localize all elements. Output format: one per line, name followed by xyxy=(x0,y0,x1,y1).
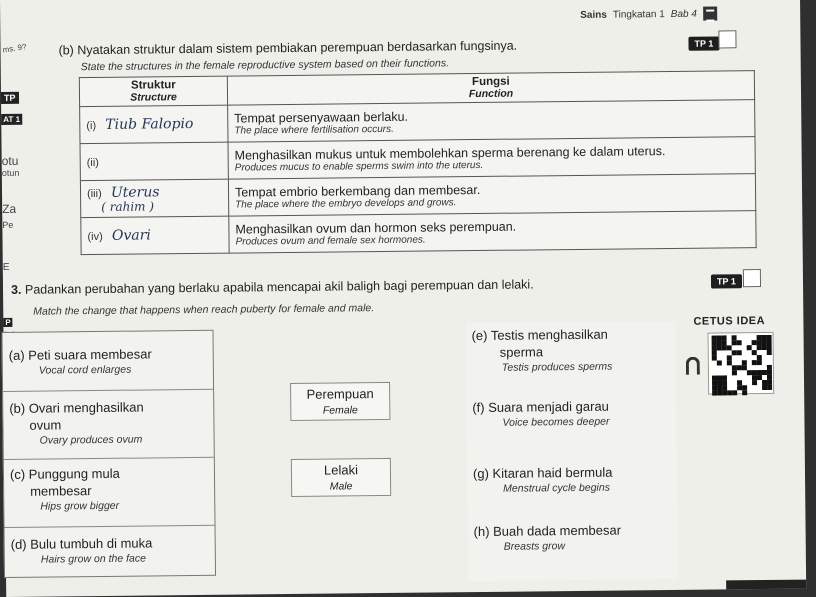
answer-cell[interactable] xyxy=(80,142,228,181)
option-ms: (c) Punggung mula xyxy=(9,465,120,482)
female-label-en: Female xyxy=(322,404,358,417)
function-ms: Menghasilkan ovum dan hormon seks perempuan. xyxy=(235,219,517,237)
option-en: Breasts grow xyxy=(503,540,566,553)
page-footer-bar xyxy=(726,580,806,590)
qr-module xyxy=(767,350,772,355)
qr-module xyxy=(752,380,757,385)
tp-badge-3: TP 1 xyxy=(711,274,742,288)
structure-function-table xyxy=(79,70,757,255)
cetus-idea-label: CETUS IDEA xyxy=(693,315,766,328)
margin-frag: otu xyxy=(1,153,19,168)
option-en: Hairs grow on the face xyxy=(40,552,146,566)
margin-frag: Za xyxy=(2,201,17,216)
function-cell xyxy=(229,211,756,254)
at-fragment: AT 1 xyxy=(1,114,22,125)
page-header xyxy=(580,6,717,21)
handwritten-answer-note: ( rahim ) xyxy=(101,199,155,214)
option-ms: (g) Kitaran haid bermula xyxy=(472,464,613,482)
option-en: Vocal cord enlarges xyxy=(38,363,132,377)
qr-module xyxy=(767,385,772,390)
option-ms: (h) Buah dada membesar xyxy=(473,522,622,540)
function-en: Produces mucus to enable sperms swim into the uterus. xyxy=(234,159,484,174)
table-row xyxy=(81,211,756,255)
qr-module xyxy=(717,360,722,365)
structure-header-en: Structure xyxy=(130,91,177,104)
male-box[interactable] xyxy=(291,458,391,497)
subject-label: Sains xyxy=(580,9,607,21)
tp-checkbox-b[interactable] xyxy=(718,30,736,48)
option-a[interactable] xyxy=(2,331,213,391)
level-label: Tingkatan 1 xyxy=(612,8,665,21)
handwritten-answer: Tiub Falopio xyxy=(105,115,194,133)
margin-frag: Pe xyxy=(2,219,14,230)
option-ms: (e) Testis menghasilkan xyxy=(471,326,608,344)
function-en: The place where the embryo develops and grows. xyxy=(235,196,457,211)
qr-module xyxy=(737,350,742,355)
qr-module xyxy=(732,390,737,395)
structure-header-ms: Struktur xyxy=(130,79,176,92)
tp-checkbox-3[interactable] xyxy=(743,269,761,287)
option-g[interactable] xyxy=(467,463,677,497)
function-en: Produces ovum and female sex hormones. xyxy=(235,234,426,248)
book-icon xyxy=(703,6,717,20)
option-en: Ovary produces ovum xyxy=(39,433,143,447)
function-en: The place where fertilisation occurs. xyxy=(234,123,394,137)
page-ref: ms. 9? xyxy=(1,42,28,55)
option-en: Testis produces sperms xyxy=(501,360,613,374)
option-en: Menstrual cycle begins xyxy=(503,481,611,495)
option-ms: (b) Ovari menghasilkan xyxy=(9,399,144,416)
function-cell xyxy=(228,137,755,180)
option-ms: (f) Suara menjadi garau xyxy=(472,398,609,416)
qr-code[interactable] xyxy=(708,332,775,395)
qr-module xyxy=(732,370,737,375)
structure-header xyxy=(79,76,227,107)
option-ms-cont: sperma xyxy=(499,344,544,360)
right-options-column xyxy=(465,321,678,581)
question-b-text: Nyatakan struktur dalam sistem pembiakan perempuan berdasarkan fungsinya. xyxy=(77,38,518,58)
left-options-column xyxy=(1,330,216,578)
option-e[interactable] xyxy=(465,325,676,376)
question-b xyxy=(58,39,517,58)
option-en: Voice becomes deeper xyxy=(502,415,610,429)
tp-badge-b: TP 1 xyxy=(688,36,719,50)
option-d[interactable] xyxy=(5,525,216,579)
margin-frag: P xyxy=(5,317,11,327)
qr-module xyxy=(737,340,742,345)
question-b-label: (b) xyxy=(58,43,74,58)
function-cell xyxy=(228,100,755,143)
handwritten-answer: Uterus xyxy=(110,184,160,201)
option-ms: (a) Peti suara membesar xyxy=(8,346,152,363)
option-ms-cont: ovum xyxy=(29,417,62,433)
margin-frag: E xyxy=(2,261,10,273)
answer-cell[interactable] xyxy=(81,216,229,255)
option-en: Hips grow bigger xyxy=(40,499,120,513)
function-header-ms: Fungsi xyxy=(471,75,510,89)
function-cell xyxy=(228,174,755,217)
qr-module xyxy=(742,390,747,395)
function-header-en: Function xyxy=(468,87,514,101)
row-label: (iii) xyxy=(86,187,102,201)
answer-cell[interactable] xyxy=(80,179,228,218)
male-label-ms: Lelaki xyxy=(323,462,359,478)
question-b-translation: State the structures in the female reproductive system based on their functions. xyxy=(80,57,450,74)
function-ms: Menghasilkan mukus untuk membolehkan sperma berenang ke dalam uterus. xyxy=(234,143,666,163)
question-3-translation: Match the change that happens when reach puberty for female and male. xyxy=(33,302,375,318)
handwritten-answer: Ovari xyxy=(111,227,151,244)
margin-frag: otun xyxy=(1,167,20,178)
function-ms: Tempat persenyawaan berlaku. xyxy=(234,109,409,126)
chapter-label: Bab 4 xyxy=(670,8,697,20)
answer-cell[interactable] xyxy=(80,105,228,144)
headphone-icon xyxy=(686,357,700,375)
question-3-text: Padankan perubahan yang berlaku apabila mencapai akil baligh bagi perempuan dan lelaki. xyxy=(24,277,534,297)
female-box[interactable] xyxy=(290,382,390,421)
question-3 xyxy=(11,277,534,296)
male-label-en: Male xyxy=(329,480,353,493)
tp-fragment: TP xyxy=(1,92,19,104)
row-label: (i) xyxy=(86,120,97,133)
question-3-number: 3. xyxy=(10,282,22,297)
row-label: (ii) xyxy=(86,156,99,170)
function-ms: Tempat embrio berkembang dan membesar. xyxy=(234,182,481,200)
female-label-ms: Perempuan xyxy=(306,386,374,402)
qr-module xyxy=(757,360,762,365)
option-f[interactable] xyxy=(466,397,676,431)
option-b[interactable] xyxy=(3,389,214,459)
option-ms-cont: membesar xyxy=(30,483,92,499)
option-h[interactable] xyxy=(468,521,678,555)
option-c[interactable] xyxy=(4,457,215,527)
row-label: (iv) xyxy=(87,230,103,244)
option-ms: (d) Bulu tumbuh di muka xyxy=(10,535,153,552)
